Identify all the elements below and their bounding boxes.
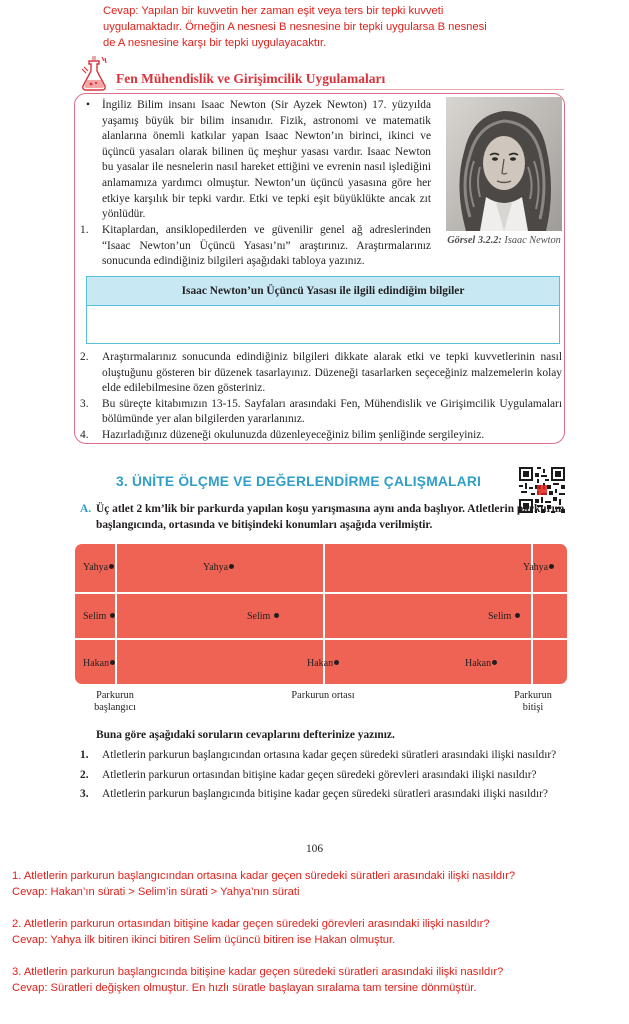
question-letter: A. xyxy=(80,503,92,515)
bullet-marker: • xyxy=(86,99,90,111)
question-item xyxy=(80,768,572,784)
axis-label-end: Parkurun bitişi xyxy=(514,690,552,713)
track-start-line xyxy=(115,544,117,684)
axis-label-middle: Parkurun ortası xyxy=(291,690,355,701)
activity-step-2 xyxy=(80,350,562,397)
question-item xyxy=(80,748,572,764)
top-answer-line: uygulamaktadır. Örneğin A nesnesi B nesnesine bir tepki uygularsa B nesnesi xyxy=(103,21,487,33)
step-text: Araştırmalarınız sonucunda edindiğiniz bilgileri dikkate alarak etki ve tepki kuvvetlerinin nasıl oluştuğunu gösteren bir düzenek tasarlayınız. Düzeneği tasarlarken seçeceğiniz malzemelerin kolay elde edilebilmesine özen gösteriniz. xyxy=(102,351,562,395)
runner-selim-end xyxy=(488,611,520,623)
answer-question: 2. Atletlerin parkurun ortasından bitişine kadar geçen süredeki görevleri arasındaki ilişki nasıldır? xyxy=(12,918,490,930)
activity-step-1 xyxy=(80,223,431,270)
caption-text: Isaac Newton xyxy=(501,235,561,246)
runner-yahya-end xyxy=(523,562,554,574)
answer-text: Cevap: Yahya ilk bitiren ikinci bitiren Selim üçüncü bitiren ise Hakan olmuştur. xyxy=(12,934,396,946)
runner-label: Selim xyxy=(488,611,512,622)
step-text: Hazırladığınız düzeneği okulunuzda düzenleyeceğiniz bilim şenliğinde sergileyiniz. xyxy=(102,428,485,441)
activity-step-4 xyxy=(80,428,562,444)
runner-dot xyxy=(229,564,234,569)
runner-dot xyxy=(109,564,114,569)
track-row-divider xyxy=(75,638,567,640)
answer-block xyxy=(12,964,622,996)
runner-hakan-middle xyxy=(307,658,339,670)
runner-yahya-start xyxy=(83,562,114,574)
question-text: Atletlerin parkurun ortasından bitişine kadar geçen süredeki görevleri arasındaki ilişki nasıldır? xyxy=(102,768,537,781)
page-number: 106 xyxy=(305,843,324,855)
runner-dot xyxy=(492,660,497,665)
runner-selim-start xyxy=(83,611,115,623)
step-number: 2. xyxy=(80,351,89,363)
info-table-header: Isaac Newton’un Üçüncü Yasası ile ilgili edindiğim bilgiler xyxy=(87,277,559,306)
runner-yahya-middle xyxy=(203,562,234,574)
step-number: 3. xyxy=(80,397,89,410)
newton-paragraph-text: İngiliz Bilim insanı Isaac Newton (Sir Ayzek Newton) 17. yüzyılda yaşamış büyük bir bilim insanıdır. Fizik, astronomi ve matematik alanlarına önemli katkılar yapan Isaac Newton’ın birinci, ikinci ve üçüncü yasaları olarak bilinen üç meşhur yasası vardır. Isaac Newton bu yasalar ile nesnelerin nasıl hareket ettiğini ve evrenin nasıl işlediğini anlamamıza yardımcı olmuştur. Newton’un üçüncü yasasına göre her etkiye karşılık bir tepki vardır. Etki ve tepki eşit büyüklükte ancak zıt yönlüdür. xyxy=(102,99,431,221)
questions-heading: Buna göre aşağıdaki soruların cevaplarını defterinize yazınız. xyxy=(96,729,395,741)
runner-dot xyxy=(549,564,554,569)
answer-question: 1. Atletlerin parkurun başlangıcından ortasına kadar geçen süredeki süratleri arasındaki ilişki nasıldır? xyxy=(12,870,516,882)
question-text: Atletlerin parkurun başlangıcından ortasına kadar geçen süredeki süratleri arasındaki ilişki nasıldır? xyxy=(102,749,557,761)
answer-block xyxy=(12,868,622,900)
runner-label: Selim xyxy=(83,611,107,622)
axis-label-start: Parkurun başlangıcı xyxy=(94,690,136,713)
question-text: Atletlerin parkurun başlangıcında bitişine kadar geçen süredeki süratleri arasındaki ilişki nasıldır? xyxy=(102,788,548,801)
question-number: 3. xyxy=(80,788,89,801)
answer-text: Cevap: Süratleri değişken olmuştur. En hızlı süratle başlayan sıralama tam tersine dönmüştür. xyxy=(12,982,477,994)
track-row-divider xyxy=(75,592,567,594)
question-a-text: Üç atlet 2 km’lik bir parkurda yapılan koşu yarışmasına aynı anda başlıyor. Atletlerin parkurun başlangıcında, ortasında ve bitişindeki konumları aşağıda verilmiştir. xyxy=(96,503,565,531)
runner-hakan-start xyxy=(83,658,115,670)
runner-dot xyxy=(110,660,115,665)
questions-list xyxy=(80,748,572,807)
step-text: Bu süreçte kitabımızın 13-15. Sayfaları arasındaki Fen, Mühendislik ve Girişimcilik Uygulamaları bölümünde yer alan bilgilerden yararlanınız. xyxy=(102,397,562,426)
step-text: Kitaplardan, ansiklopedilerden ve güvenilir genel ağ adreslerinden “Isaac Newton’un Üçüncü Yasası’nı” araştırınız. Araştırmalarınız sonucunda edindiğiniz bilgileri aşağıdaki tabloya yazınız. xyxy=(102,224,431,268)
answers xyxy=(12,868,622,1012)
question-number: 1. xyxy=(80,749,89,761)
flask-icon xyxy=(80,55,108,93)
top-answer xyxy=(103,3,523,51)
runner-label: Yahya xyxy=(83,562,109,573)
answer-text: Cevap: Hakan’ın sürati > Selim’in sürati > Yahya’nın sürati xyxy=(12,886,300,898)
unit-title: 3. ÜNİTE ÖLÇME VE DEĞERLENDİRME ÇALIŞMALARI xyxy=(116,474,482,489)
race-track-diagram xyxy=(75,544,567,684)
activity-steps xyxy=(80,350,562,444)
answer-block xyxy=(12,916,622,948)
newton-paragraph xyxy=(80,98,431,223)
top-answer-line: Cevap: Yapılan bir kuvvetin her zaman eşit veya ters bir tepki kuvveti xyxy=(103,5,444,17)
runner-label: Yahya xyxy=(203,562,229,573)
runner-dot xyxy=(110,613,115,618)
runner-dot xyxy=(515,613,520,618)
question-item xyxy=(80,787,572,803)
portrait-caption xyxy=(446,234,562,248)
step-number: 4. xyxy=(80,428,89,441)
newton-portrait-image xyxy=(446,97,562,231)
runner-dot xyxy=(334,660,339,665)
runner-label: Hakan xyxy=(83,658,110,669)
caption-label: Görsel 3.2.2: xyxy=(447,235,502,246)
info-table xyxy=(86,276,560,344)
answer-question: 3. Atletlerin parkurun başlangıcında bitişine kadar geçen süredeki süratleri arasındaki ilişki nasıldır? xyxy=(12,966,504,978)
step-number: 1. xyxy=(80,224,89,236)
runner-hakan-end xyxy=(465,658,497,670)
runner-label: Hakan xyxy=(307,658,334,669)
runner-label: Hakan xyxy=(465,658,492,669)
runner-label: Yahya xyxy=(523,562,549,573)
runner-dot xyxy=(274,613,279,618)
section-divider xyxy=(116,89,564,90)
section-title: Fen Mühendislik ve Girişimcilik Uygulamaları xyxy=(116,71,386,86)
question-number: 2. xyxy=(80,768,89,781)
activity-step-3 xyxy=(80,397,562,428)
runner-selim-middle xyxy=(247,611,279,623)
question-a xyxy=(80,502,570,533)
top-answer-line: de A nesnesine karşı bir tepki uygulayacaktır. xyxy=(103,37,327,49)
runner-label: Selim xyxy=(247,611,271,622)
